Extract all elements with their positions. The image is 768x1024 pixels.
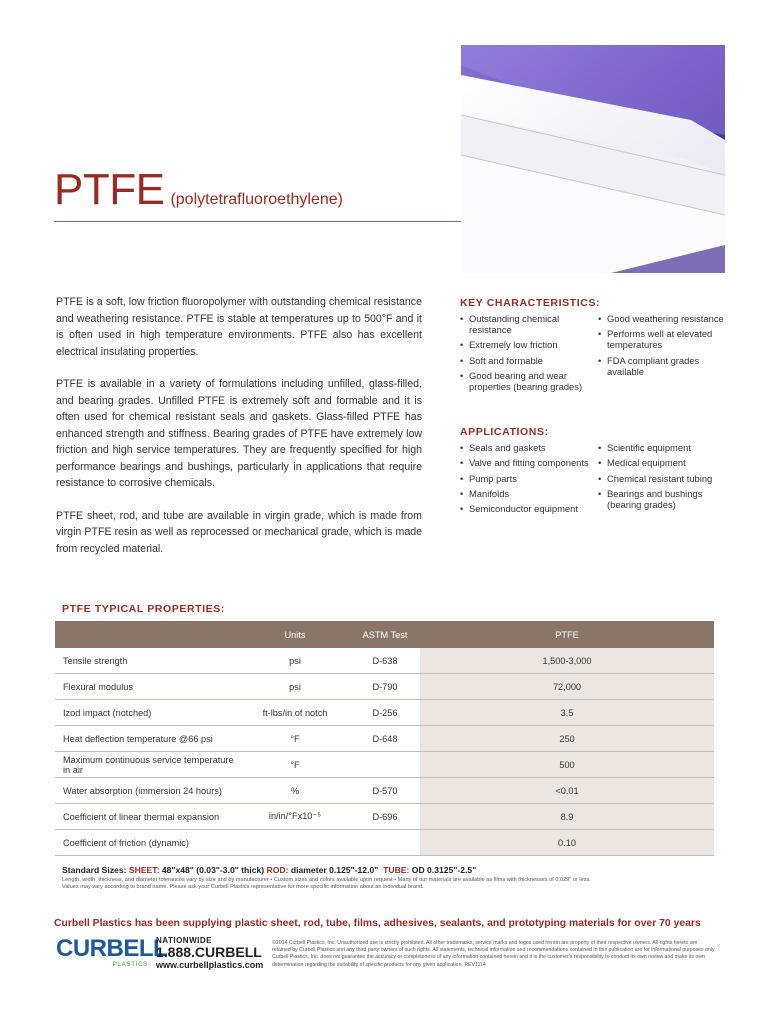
product-photo [461,45,725,273]
list-item: • Good bearing and wear properties (bearing grades) [460,370,598,392]
page-title: PTFE [54,165,165,214]
cell-property: Izod impact (notched) [63,707,152,718]
table-header [55,621,714,648]
cell-astm: D-570 [372,785,398,796]
list-item: • Bearings and bushings (bearing grades) [598,488,730,510]
curbell-logo [56,935,168,970]
column-header: PTFE [420,621,714,648]
cell-property: Heat deflection temperature @66 psi [63,733,213,744]
list-item: • Chemical resistant tubing [598,473,730,484]
cell-property: Maximum continuous service temperature in air [63,754,234,775]
cell-astm: D-648 [372,733,398,744]
rod-sizes: diameter 0.125"-12.0" [290,865,379,875]
contact-block [156,936,263,971]
nationwide-label: NATIONWIDE [156,936,212,945]
key-characteristics-list [460,313,730,396]
table-row [55,752,714,778]
tolerance-note: Length, width, thickness, and diameter tolerances vary by size and by manufacturer • Custom sizes and colors available upon request • Many of our materials are available as films with thicknesses of 0.029" or less. [62,877,591,883]
tube-sizes: OD 0.3125"-2.5" [411,865,477,875]
rod-label: ROD: [266,865,289,875]
cell-value: 8.9 [420,804,714,829]
list-item: • FDA compliant grades available [598,355,730,377]
cell-value: 3.5 [420,700,714,725]
description-paragraph: PTFE is available in a variety of formulations including unfilled, glass-filled, and bearing grades. Unfilled PTFE is extremely soft and formable and it is often used for chemical resistant seals and gaskets. Glass-filled PTFE has enhanced strength and stiffness. Bearing grades of PTFE have extremely low friction and high service temperatures. They are frequently specified for high performance bearings and bushings, particularly in applications that require resistance to corrosive chemicals. [56,378,422,489]
cell-value: 500 [420,752,714,777]
list-item: • Seals and gaskets [460,442,598,453]
cell-property: Flexural modulus [63,681,133,692]
title-block [54,165,462,214]
description-paragraph: PTFE is a soft, low friction fluoropolymer with outstanding chemical resistance and weathering resistance. PTFE is stable at temperatures up to 500°F and it is often used in high temperature environments. PTFE also has excellent electrical insulating properties. [56,296,422,358]
column-header: ASTM Test [362,629,408,640]
cell-units: in/in/°Fx10⁻⁵ [268,811,322,821]
properties-heading: PTFE TYPICAL PROPERTIES: [62,603,225,615]
applications-list [460,442,730,518]
logo-wordmark: CURBELL [56,935,168,962]
cell-value: <0.01 [420,778,714,803]
list-item: • Valve and fitting components [460,457,598,468]
phone-number[interactable]: 1.888.CURBELL [156,944,262,960]
cell-astm: D-790 [372,681,398,692]
website-link[interactable]: www.curbellplastics.com [156,960,264,970]
list-item: • Semiconductor equipment [460,503,598,514]
cell-property: Tensile strength [63,655,128,666]
description-paragraph: PTFE sheet, rod, and tube are available in virgin grade, which is made from virgin PTFE resin as well as reprocessed or mechanical grade, which is made from recycled material. [56,509,422,555]
cell-value: 1,500-3,000 [420,648,714,673]
list-item: • Good weathering resistance [598,313,730,324]
list-item: • Pump parts [460,473,598,484]
cell-units: psi [289,655,301,666]
standard-sizes-label: Standard Sizes: [62,865,127,875]
cell-units: psi [289,681,301,692]
cell-value: 250 [420,726,714,751]
list-item: • Scientific equipment [598,442,730,453]
cell-astm: D-256 [372,707,398,718]
copyright-notice: ©2014 Curbell Plastics, Inc. Unauthorized use is strictly prohibited. All other trademarks, service marks and logos used herein are property of their respective owners. All rights hereto are retained by Curbell Plastics and any third party owners of such rights. All statements, technical information and recommendations contained in this publication are for informational purposes only. Curbell Plastics, Inc. does not guarantee the accuracy or completeness of any information contained herein and it is the customer's responsibility to conduct its own review and make its own determination regarding the suitability of specific products for any given application. REV1114 [272,940,716,968]
table-row [55,778,714,804]
tolerance-notes [62,877,712,892]
table-row [55,700,714,726]
list-item: • Performs well at elevated temperatures [598,328,730,350]
cell-property: Water absorption (immersion 24 hours) [63,785,222,796]
list-item: • Outstanding chemical resistance [460,313,598,335]
sheet-label: SHEET: [128,865,160,875]
description [56,294,422,573]
cell-value: 0.10 [420,830,714,855]
cell-property: Coefficient of linear thermal expansion [63,811,220,822]
table-row [55,674,714,700]
cell-astm: D-638 [372,655,398,666]
company-tagline: Curbell Plastics has been supplying plastic sheet, rod, tube, films, adhesives, sealants, and prototyping materials for over 70 years [54,918,701,929]
list-item: • Extremely low friction [460,339,598,350]
table-row [55,726,714,752]
list-item: • Medical equipment [598,457,730,468]
tube-label: TUBE: [383,865,410,875]
cell-value: 72,000 [420,674,714,699]
table-row [55,830,714,856]
list-item: • Soft and formable [460,355,598,366]
sheet-sizes: 48"x48" (0.03"-3.0" thick) [161,865,265,875]
tolerance-note: Values may vary according to brand name. Please ask your Curbell Plastics representative for more specific information about an individual brand. [62,884,424,891]
page-subtitle: (polytetrafluoroethylene) [170,191,343,208]
table-row [55,804,714,830]
cell-units: ft-lbs/in of notch [262,707,328,718]
cell-units: % [290,785,300,796]
cell-units: °F [290,759,300,770]
list-item: • Manifolds [460,488,598,499]
standard-sizes [62,865,476,875]
column-header: Units [284,629,306,640]
table-row [55,648,714,674]
cell-units: °F [290,733,300,744]
applications-heading: APPLICATIONS: [460,426,549,439]
title-divider [54,221,461,222]
sidebar [460,297,730,518]
ptfe-sheets-image [461,45,725,273]
logo-subtitle: PLASTICS [112,961,148,968]
cell-property: Coefficient of friction (dynamic) [63,837,189,848]
key-characteristics-heading: KEY CHARACTERISTICS: [460,297,601,309]
cell-astm: D-696 [372,811,398,822]
properties-table [55,621,714,856]
